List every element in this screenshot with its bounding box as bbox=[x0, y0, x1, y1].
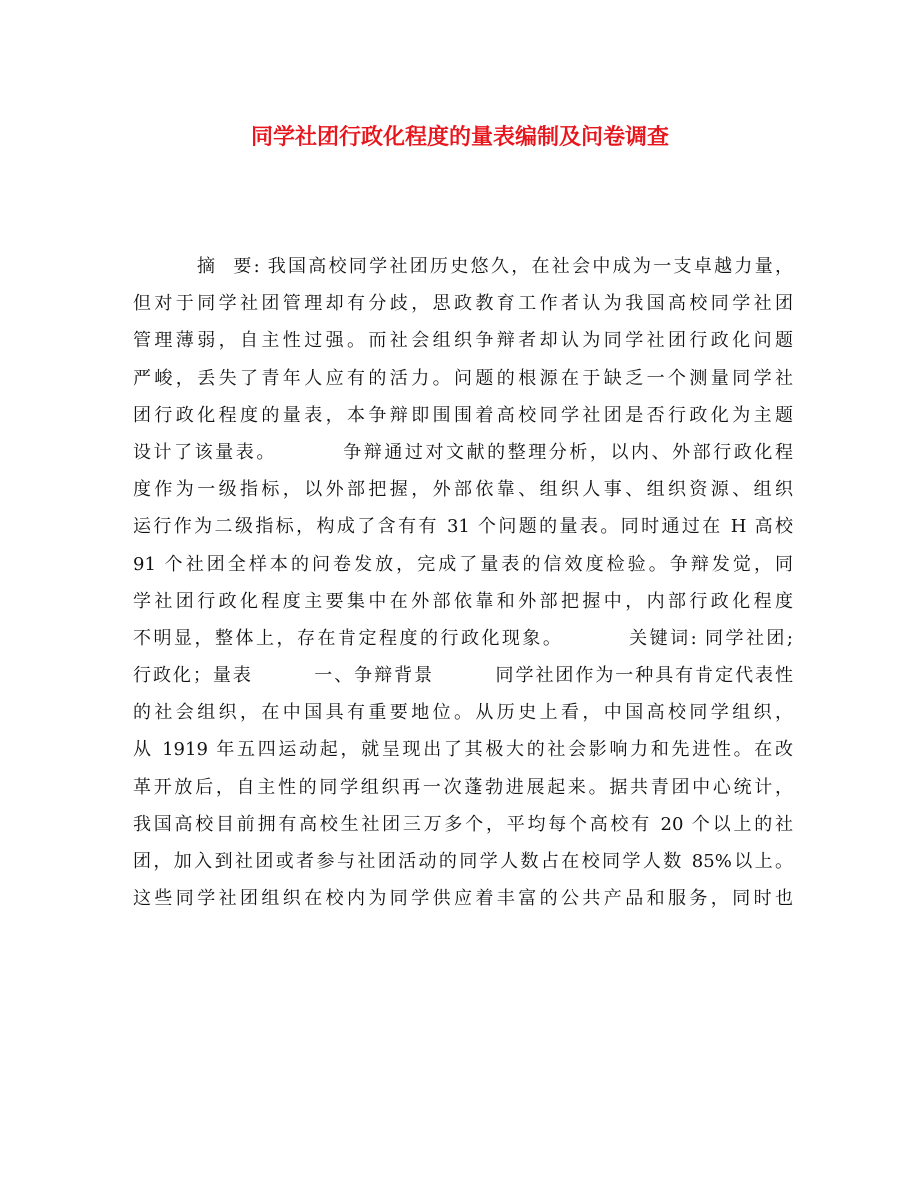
body-line: 不明显，整体上，存在肯定程度的行政化现象。 关键词: 同学社团; bbox=[133, 627, 793, 649]
body-line: 度作为一级指标，以外部把握，外部依靠、组织人事、组织资源、组织 bbox=[133, 479, 793, 501]
document-body bbox=[133, 252, 793, 921]
body-line: 学社团行政化程度主要集中在外部依靠和外部把握中，内部行政化程度 bbox=[133, 590, 793, 612]
body-line: 这些同学社团组织在校内为同学供应着丰富的公共产品和服务，同时也 bbox=[133, 888, 793, 910]
body-line: 但对于同学社团管理却有分歧，思政教育工作者认为我国高校同学社团 bbox=[133, 293, 793, 315]
body-line: 团，加入到社团或者参与社团活动的同学人数占在校同学人数 85%以上。 bbox=[133, 851, 793, 872]
body-line: 革开放后，自主性的同学组织再一次蓬勃进展起来。据共青团中心统计， bbox=[133, 776, 793, 798]
body-line: 管理薄弱，自主性过强。而社会组织争辩者却认为同学社团行政化问题 bbox=[133, 330, 793, 352]
body-line: 从 1919 年五四运动起，就呈现出了其极大的社会影响力和先进性。在改 bbox=[133, 739, 793, 761]
body-line: 我国高校目前拥有高校生社团三万多个，平均每个高校有 20 个以上的社 bbox=[133, 813, 793, 835]
body-line: 设计了该量表。 争辩通过对文献的整理分析，以内、外部行政化程 bbox=[133, 441, 793, 463]
body-line: 91 个社团全样本的问卷发放，完成了量表的信效度检验。争辩发觉，同 bbox=[133, 553, 793, 575]
body-line: 运行作为二级指标，构成了含有有 31 个问题的量表。同时通过在 H 高校 bbox=[133, 516, 793, 538]
document-title: 同学社团行政化程度的量表编制及问卷调查 bbox=[250, 124, 669, 150]
body-line: 团行政化程度的量表，本争辩即围围着高校同学社团是否行政化为主题 bbox=[133, 404, 793, 426]
body-line: 的社会组织，在中国具有重要地位。从历史上看，中国高校同学组织， bbox=[133, 702, 793, 724]
body-line: 严峻，丢失了青年人应有的活力。问题的根源在于缺乏一个测量同学社 bbox=[133, 367, 793, 389]
body-line: 行政化；量表 一、争辩背景 同学社团作为一种具有肯定代表性 bbox=[133, 665, 793, 687]
body-line: 摘 要: 我国高校同学社团历史悠久，在社会中成为一支卓越力量， bbox=[197, 256, 793, 277]
